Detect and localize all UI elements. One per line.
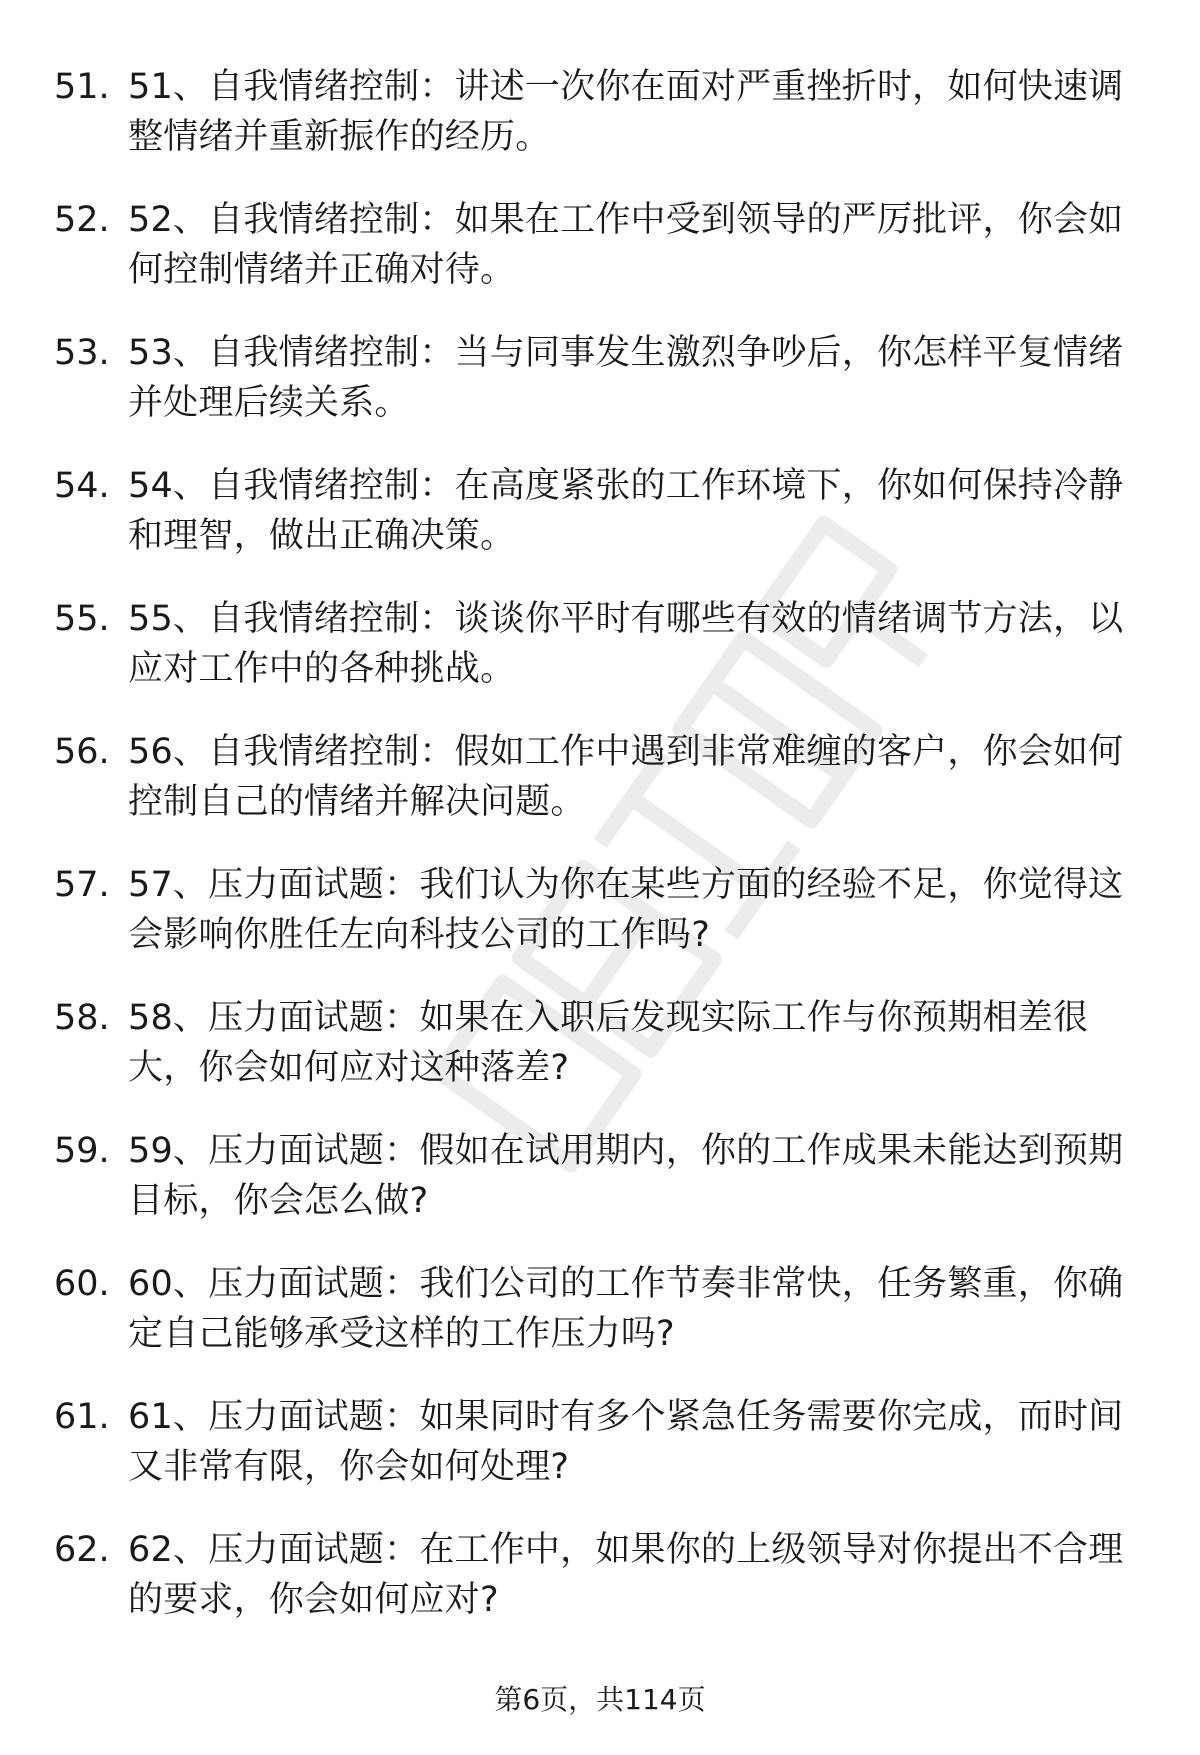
list-item — [0, 860, 1200, 993]
item-number: 60. — [54, 1264, 110, 1304]
item-text: 58、压力面试题：如果在入职后发现实际工作与你预期相差很大，你会如何应对这种落差? — [128, 998, 1089, 1088]
list-item — [0, 328, 1200, 461]
item-number: 59. — [54, 1131, 110, 1171]
list-item — [0, 1259, 1200, 1392]
item-text: 52、自我情绪控制：如果在工作中受到领导的严厉批评，你会如何控制情绪并正确对待。 — [128, 200, 1124, 290]
list-item — [0, 1525, 1200, 1658]
list-item — [0, 1126, 1200, 1259]
item-number: 54. — [54, 466, 110, 506]
list-item — [0, 195, 1200, 328]
question-list — [0, 62, 1200, 1658]
item-number: 62. — [54, 1530, 110, 1570]
item-number: 55. — [54, 599, 110, 639]
item-text: 62、压力面试题：在工作中，如果你的上级领导对你提出不合理的要求，你会如何应对? — [128, 1530, 1124, 1620]
item-text: 51、自我情绪控制：讲述一次你在面对严重挫折时，如何快速调整情绪并重新振作的经历。 — [128, 67, 1124, 157]
page-footer — [0, 1680, 1200, 1720]
item-text: 53、自我情绪控制：当与同事发生激烈争吵后，你怎样平复情绪并处理后续关系。 — [128, 333, 1124, 423]
item-number: 51. — [54, 67, 110, 107]
item-number: 52. — [54, 200, 110, 240]
list-item — [0, 62, 1200, 195]
item-number: 57. — [54, 865, 110, 905]
item-number: 58. — [54, 998, 110, 1038]
item-text: 60、压力面试题：我们公司的工作节奏非常快，任务繁重，你确定自己能够承受这样的工作压力吗? — [128, 1264, 1124, 1354]
item-text: 57、压力面试题：我们认为你在某些方面的经验不足，你觉得这会影响你胜任左向科技公司的工作吗? — [128, 865, 1124, 955]
list-item — [0, 727, 1200, 860]
item-number: 53. — [54, 333, 110, 373]
item-text: 56、自我情绪控制：假如工作中遇到非常难缠的客户，你会如何控制自己的情绪并解决问题。 — [128, 732, 1124, 822]
item-text: 55、自我情绪控制：谈谈你平时有哪些有效的情绪调节方法，以应对工作中的各种挑战。 — [128, 599, 1124, 689]
item-number: 61. — [54, 1397, 110, 1437]
list-item — [0, 461, 1200, 594]
item-number: 56. — [54, 732, 110, 772]
item-text: 61、压力面试题：如果同时有多个紧急任务需要你完成，而时间又非常有限，你会如何处理? — [128, 1397, 1124, 1487]
item-text: 54、自我情绪控制：在高度紧张的工作环境下，你如何保持冷静和理智，做出正确决策。 — [128, 466, 1124, 556]
page-number-label: 第6页，共114页 — [494, 1683, 706, 1716]
list-item — [0, 1392, 1200, 1525]
list-item — [0, 594, 1200, 727]
item-text: 59、压力面试题：假如在试用期内，你的工作成果未能达到预期目标，你会怎么做? — [128, 1131, 1124, 1221]
list-item — [0, 993, 1200, 1126]
